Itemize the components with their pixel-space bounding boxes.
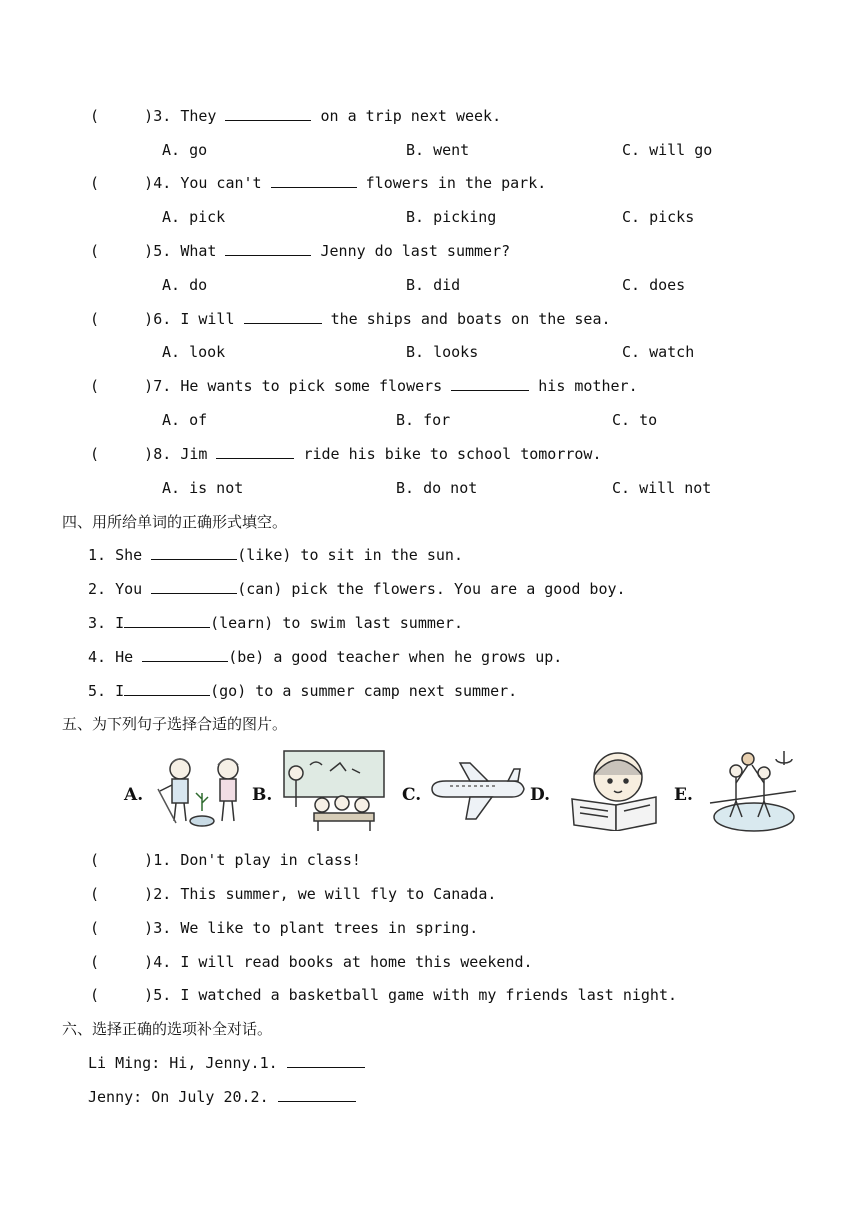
item-number: 5. xyxy=(88,682,107,700)
item-number: 5. xyxy=(153,986,172,1004)
option-a: A. go xyxy=(162,141,208,159)
answer-blank[interactable] xyxy=(151,579,237,594)
question-text: Jim xyxy=(180,445,208,463)
dialogue-line xyxy=(88,1087,356,1107)
item-text: We like to plant trees in spring. xyxy=(180,919,479,937)
boy-reading-picture xyxy=(564,747,664,831)
question-text: on a trip next week. xyxy=(320,107,502,125)
question-number: 4. xyxy=(153,174,172,192)
option-b: B. did xyxy=(406,276,461,294)
question-text: the ships and boats on the sea. xyxy=(330,310,611,328)
answer-blank[interactable] xyxy=(216,444,294,459)
item-number: 4. xyxy=(88,648,107,666)
answer-paren[interactable]: ( ) xyxy=(90,107,154,125)
question-text: his mother. xyxy=(538,377,638,395)
item-text: I xyxy=(115,682,125,700)
answer-paren[interactable]: ( ) xyxy=(90,377,154,395)
section-heading: 六、选择正确的选项补全对话。 xyxy=(62,1020,273,1038)
match-item xyxy=(90,884,496,904)
question-text: You can't xyxy=(180,174,262,192)
option-b: B. looks xyxy=(406,343,479,361)
answer-blank[interactable] xyxy=(271,173,357,188)
answer-paren[interactable]: ( ) xyxy=(90,174,154,192)
option-c: C. to xyxy=(612,411,658,429)
question-number: 3. xyxy=(153,107,172,125)
question-text: What xyxy=(180,242,217,260)
item-number: 3. xyxy=(88,614,107,632)
item-number: 1. xyxy=(88,546,107,564)
option-c: C. does xyxy=(622,276,686,294)
option-c: C. will go xyxy=(622,141,713,159)
item-text: (like) to sit in the sun. xyxy=(237,546,463,564)
option-a: A. look xyxy=(162,343,226,361)
picture-label-c: C. xyxy=(402,785,422,805)
question-text: ride his bike to school tomorrow. xyxy=(303,445,602,463)
answer-blank[interactable] xyxy=(124,613,210,628)
section-heading: 四、用所给单词的正确形式填空。 xyxy=(62,513,288,531)
answer-blank[interactable] xyxy=(142,647,228,662)
item-text: Don't play in class! xyxy=(180,851,361,869)
option-b: B. do not xyxy=(396,479,478,497)
option-b: B. went xyxy=(406,141,470,159)
item-text: I watched a basketball game with my friends last night. xyxy=(180,986,678,1004)
question-number: 6. xyxy=(153,310,172,328)
answer-paren[interactable]: ( ) xyxy=(90,986,154,1004)
item-text: I will read books at home this weekend. xyxy=(180,953,533,971)
answer-paren[interactable]: ( ) xyxy=(90,445,154,463)
answer-blank[interactable] xyxy=(151,545,237,560)
item-text: (be) a good teacher when he grows up. xyxy=(228,648,563,666)
classroom-picture xyxy=(280,749,388,833)
question-number: 8. xyxy=(153,445,172,463)
option-b: B. picking xyxy=(406,208,497,226)
option-c: C. will not xyxy=(612,479,712,497)
item-number: 2. xyxy=(153,885,172,903)
fill-item xyxy=(88,681,517,701)
item-number: 2. xyxy=(88,580,107,598)
question-line xyxy=(90,173,546,193)
fill-item xyxy=(88,579,626,599)
answer-blank[interactable] xyxy=(225,106,311,121)
question-line xyxy=(90,444,601,464)
answer-blank[interactable] xyxy=(287,1053,365,1068)
item-text: This summer, we will fly to Canada. xyxy=(180,885,497,903)
item-text: I xyxy=(115,614,125,632)
match-item xyxy=(90,918,478,938)
question-text: They xyxy=(180,107,217,125)
item-text: (go) to a summer camp next summer. xyxy=(210,682,518,700)
option-a: A. is not xyxy=(162,479,244,497)
answer-paren[interactable]: ( ) xyxy=(90,310,154,328)
fill-item xyxy=(88,647,562,667)
question-text: I will xyxy=(180,310,235,328)
answer-paren[interactable]: ( ) xyxy=(90,851,154,869)
match-item xyxy=(90,952,533,972)
option-a: A. of xyxy=(162,411,208,429)
match-item xyxy=(90,850,361,870)
answer-paren[interactable]: ( ) xyxy=(90,919,154,937)
dialogue-text: Li Ming: Hi, Jenny.1. xyxy=(88,1054,278,1072)
picture-label-b: B. xyxy=(252,785,273,805)
question-line xyxy=(90,106,501,126)
picture-strip xyxy=(118,745,798,835)
question-line xyxy=(90,309,611,329)
item-text: You xyxy=(115,580,143,598)
answer-paren[interactable]: ( ) xyxy=(90,242,154,260)
picture-label-d: D. xyxy=(530,785,551,805)
picture-label-a: A. xyxy=(124,785,144,805)
question-text: flowers in the park. xyxy=(365,174,547,192)
answer-blank[interactable] xyxy=(244,309,322,324)
question-line xyxy=(90,376,638,396)
fill-item xyxy=(88,545,463,565)
section-heading: 五、为下列句子选择合适的图片。 xyxy=(62,715,288,733)
answer-blank[interactable] xyxy=(278,1087,356,1102)
question-text: He wants to pick some flowers xyxy=(180,377,443,395)
item-text: She xyxy=(115,546,143,564)
question-number: 5. xyxy=(153,242,172,260)
answer-paren[interactable]: ( ) xyxy=(90,885,154,903)
match-item xyxy=(90,985,677,1005)
fill-item xyxy=(88,613,463,633)
question-number: 7. xyxy=(153,377,172,395)
answer-blank[interactable] xyxy=(124,681,210,696)
option-a: A. do xyxy=(162,276,208,294)
item-number: 1. xyxy=(153,851,172,869)
option-b: B. for xyxy=(396,411,451,429)
dialogue-text: Jenny: On July 20.2. xyxy=(88,1088,269,1106)
option-a: A. pick xyxy=(162,208,226,226)
item-text: (can) pick the flowers. You are a good boy. xyxy=(237,580,626,598)
item-number: 4. xyxy=(153,953,172,971)
answer-blank[interactable] xyxy=(225,241,311,256)
question-text: Jenny do last summer? xyxy=(320,242,511,260)
answer-blank[interactable] xyxy=(451,376,529,391)
item-number: 3. xyxy=(153,919,172,937)
basketball-game-picture xyxy=(706,745,798,835)
airplane-picture xyxy=(426,759,526,823)
item-text: He xyxy=(115,648,134,666)
kids-planting-tree-picture xyxy=(150,751,250,831)
picture-label-e: E. xyxy=(674,785,693,805)
item-text: (learn) to swim last summer. xyxy=(210,614,463,632)
option-c: C. picks xyxy=(622,208,695,226)
answer-paren[interactable]: ( ) xyxy=(90,953,154,971)
option-c: C. watch xyxy=(622,343,695,361)
question-line xyxy=(90,241,510,261)
dialogue-line xyxy=(88,1053,365,1073)
